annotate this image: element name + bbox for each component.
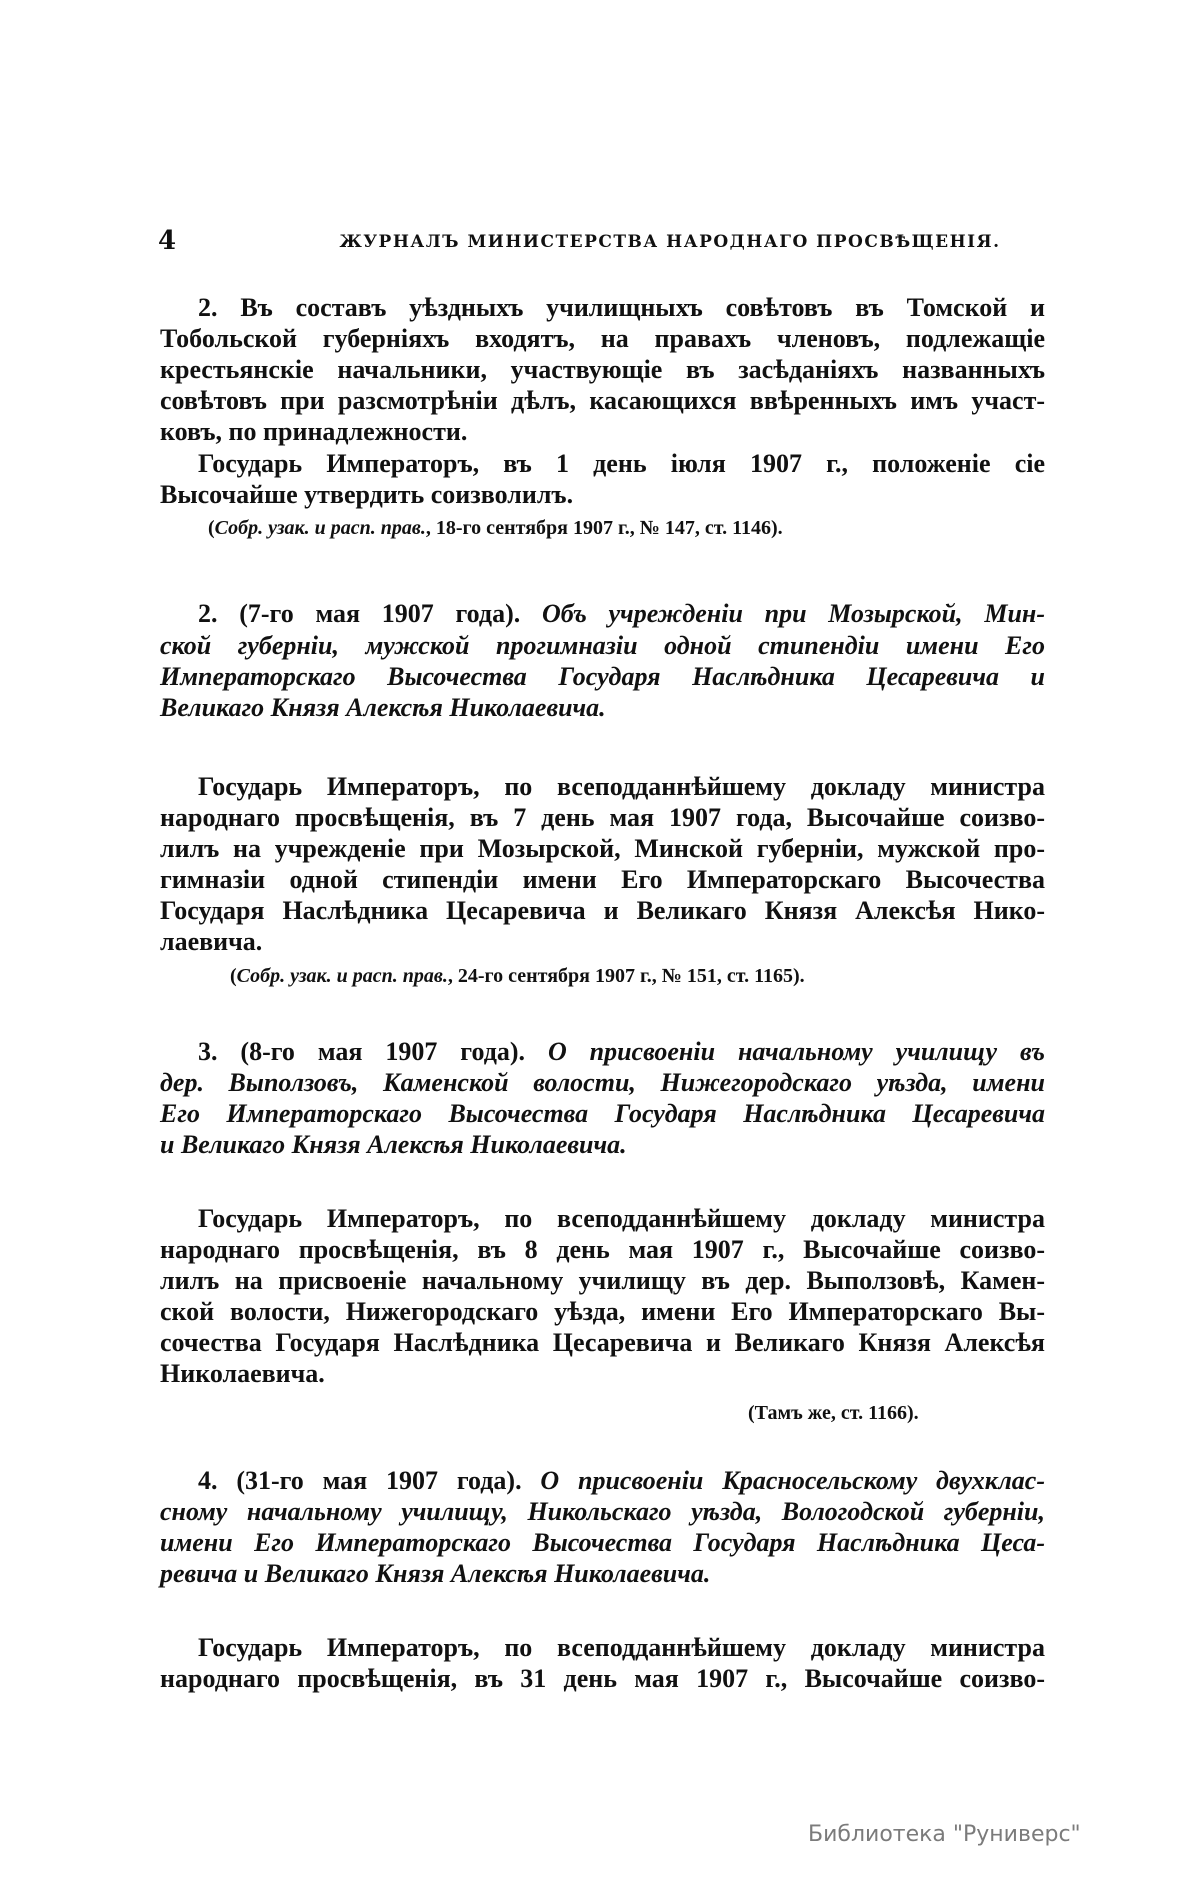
body-line: гимназіи одной стипендіи имени Его Императорскаго Высочества — [160, 865, 1045, 894]
entry-title: Объ учрежденіи при Мозырской, Мин- — [541, 599, 1045, 628]
paragraph-line: Тобольской губерніяхъ входятъ, на правахъ членовъ, подлежащіе — [160, 324, 1045, 353]
approval-line: Высочайше утвердить соизволилъ. — [160, 480, 574, 509]
entry-heading-line: Его Императорскаго Высочества Государя Наслѣдника Цесаревича — [160, 1099, 1045, 1128]
body-line: Государя Наслѣдника Цесаревича и Великаго Князя Алексѣя Нико- — [160, 896, 1045, 925]
entry-heading-line — [198, 598, 1045, 629]
citation: (Тамъ же, ст. 1166). — [748, 1402, 919, 1424]
entry-number-date: 4. (31-го мая 1907 года). — [198, 1466, 541, 1495]
paragraph-line: ковъ, по принадлежности. — [160, 417, 468, 446]
body-line: ской волости, Нижегородскаго уѣзда, имени Его Императорскаго Вы- — [160, 1297, 1045, 1326]
citation-source: Собр. узак. и расп. прав. — [214, 517, 426, 539]
entry-heading-line: Великаго Князя Алексѣя Николаевича. — [160, 693, 606, 722]
library-watermark: Библиотека "Руниверс" — [808, 1822, 1081, 1847]
body-line: народнаго просвѣщенія, въ 7 день мая 1907 года, Высочайше соизво- — [160, 803, 1045, 832]
entry-heading-line: и Великаго Князя Алексѣя Николаевича. — [160, 1130, 627, 1159]
body-line: лаевича. — [160, 927, 263, 956]
citation-source: Собр. узак. и расп. прав. — [236, 965, 448, 987]
citation-details: , 18-го сентября 1907 г., № 147, ст. 1146). — [425, 517, 783, 539]
body-line: Государь Императоръ, по всеподданнѣйшему докладу министра — [198, 772, 1045, 801]
page-number: 4 — [158, 226, 177, 256]
body-line: лилъ на учрежденіе при Мозырской, Минской губерніи, мужской про- — [160, 834, 1045, 863]
body-line: Николаевича. — [160, 1359, 325, 1388]
paragraph-line: крестьянскіе начальники, участвующіе въ засѣданіяхъ названныхъ — [160, 355, 1045, 384]
entry-heading-line: ревича и Великаго Князя Алексѣя Николаевича. — [160, 1559, 711, 1588]
paragraph-line: совѣтовъ при разсмотрѣніи дѣлъ, касающихся ввѣренныхъ имъ участ- — [160, 386, 1045, 415]
entry-heading-line: имени Его Императорскаго Высочества Государя Наслѣдника Цеса- — [160, 1528, 1045, 1557]
entry-heading-line: дер. Выползовъ, Каменской волости, Нижегородскаго уѣзда, имени — [160, 1068, 1045, 1097]
entry-number-date: 3. (8-го мая 1907 года). — [198, 1037, 548, 1066]
entry-heading-line — [198, 1465, 1045, 1496]
body-line: сочества Государя Наслѣдника Цесаревича и Великаго Князя Алексѣя — [160, 1328, 1045, 1357]
citation: (Собр. узак. и расп. прав., 24-го сентября 1907 г., № 151, ст. 1165). — [230, 965, 805, 987]
citation-details: , 24-го сентября 1907 г., № 151, ст. 1165). — [447, 965, 805, 987]
entry-heading-line — [198, 1036, 1045, 1067]
body-line: народнаго просвѣщенія, въ 31 день мая 1907 г., Высочайше соизво- — [160, 1664, 1045, 1693]
entry-heading-line: Императорскаго Высочества Государя Наслѣдника Цесаревича и — [160, 662, 1045, 691]
citation: (Собр. узак. и расп. прав., 18-го сентября 1907 г., № 147, ст. 1146). — [208, 517, 783, 539]
entry-title: О присвоеніи начальному училищу въ — [547, 1037, 1045, 1066]
entry-heading-line: сному начальному училищу, Никольскаго уѣзда, Вологодской губерніи, — [160, 1497, 1045, 1526]
paragraph-line: 2. Въ составъ уѣздныхъ училищныхъ совѣтовъ въ Томской и — [198, 293, 1045, 322]
body-line: Государь Императоръ, по всеподданнѣйшему докладу министра — [198, 1204, 1045, 1233]
approval-line: Государь Императоръ, въ 1 день іюля 1907 г., положеніе сіе — [198, 449, 1045, 478]
entry-title: О присвоеніи Красносельскому двухклас- — [540, 1466, 1045, 1495]
entry-number-date: 2. (7-го мая 1907 года). — [198, 599, 542, 628]
body-line: Государь Императоръ, по всеподданнѣйшему докладу министра — [198, 1633, 1045, 1662]
body-line: лилъ на присвоеніе начальному училищу въ дер. Выползовѣ, Камен- — [160, 1266, 1045, 1295]
entry-heading-line: ской губерніи, мужской прогимназіи одной стипендіи имени Его — [160, 631, 1045, 660]
running-head: ЖУРНАЛЪ МИНИСТЕРСТВА НАРОДНАГО ПРОСВѢЩЕНІЯ. — [339, 232, 1001, 252]
body-line: народнаго просвѣщенія, въ 8 день мая 1907 г., Высочайше соизво- — [160, 1235, 1045, 1264]
